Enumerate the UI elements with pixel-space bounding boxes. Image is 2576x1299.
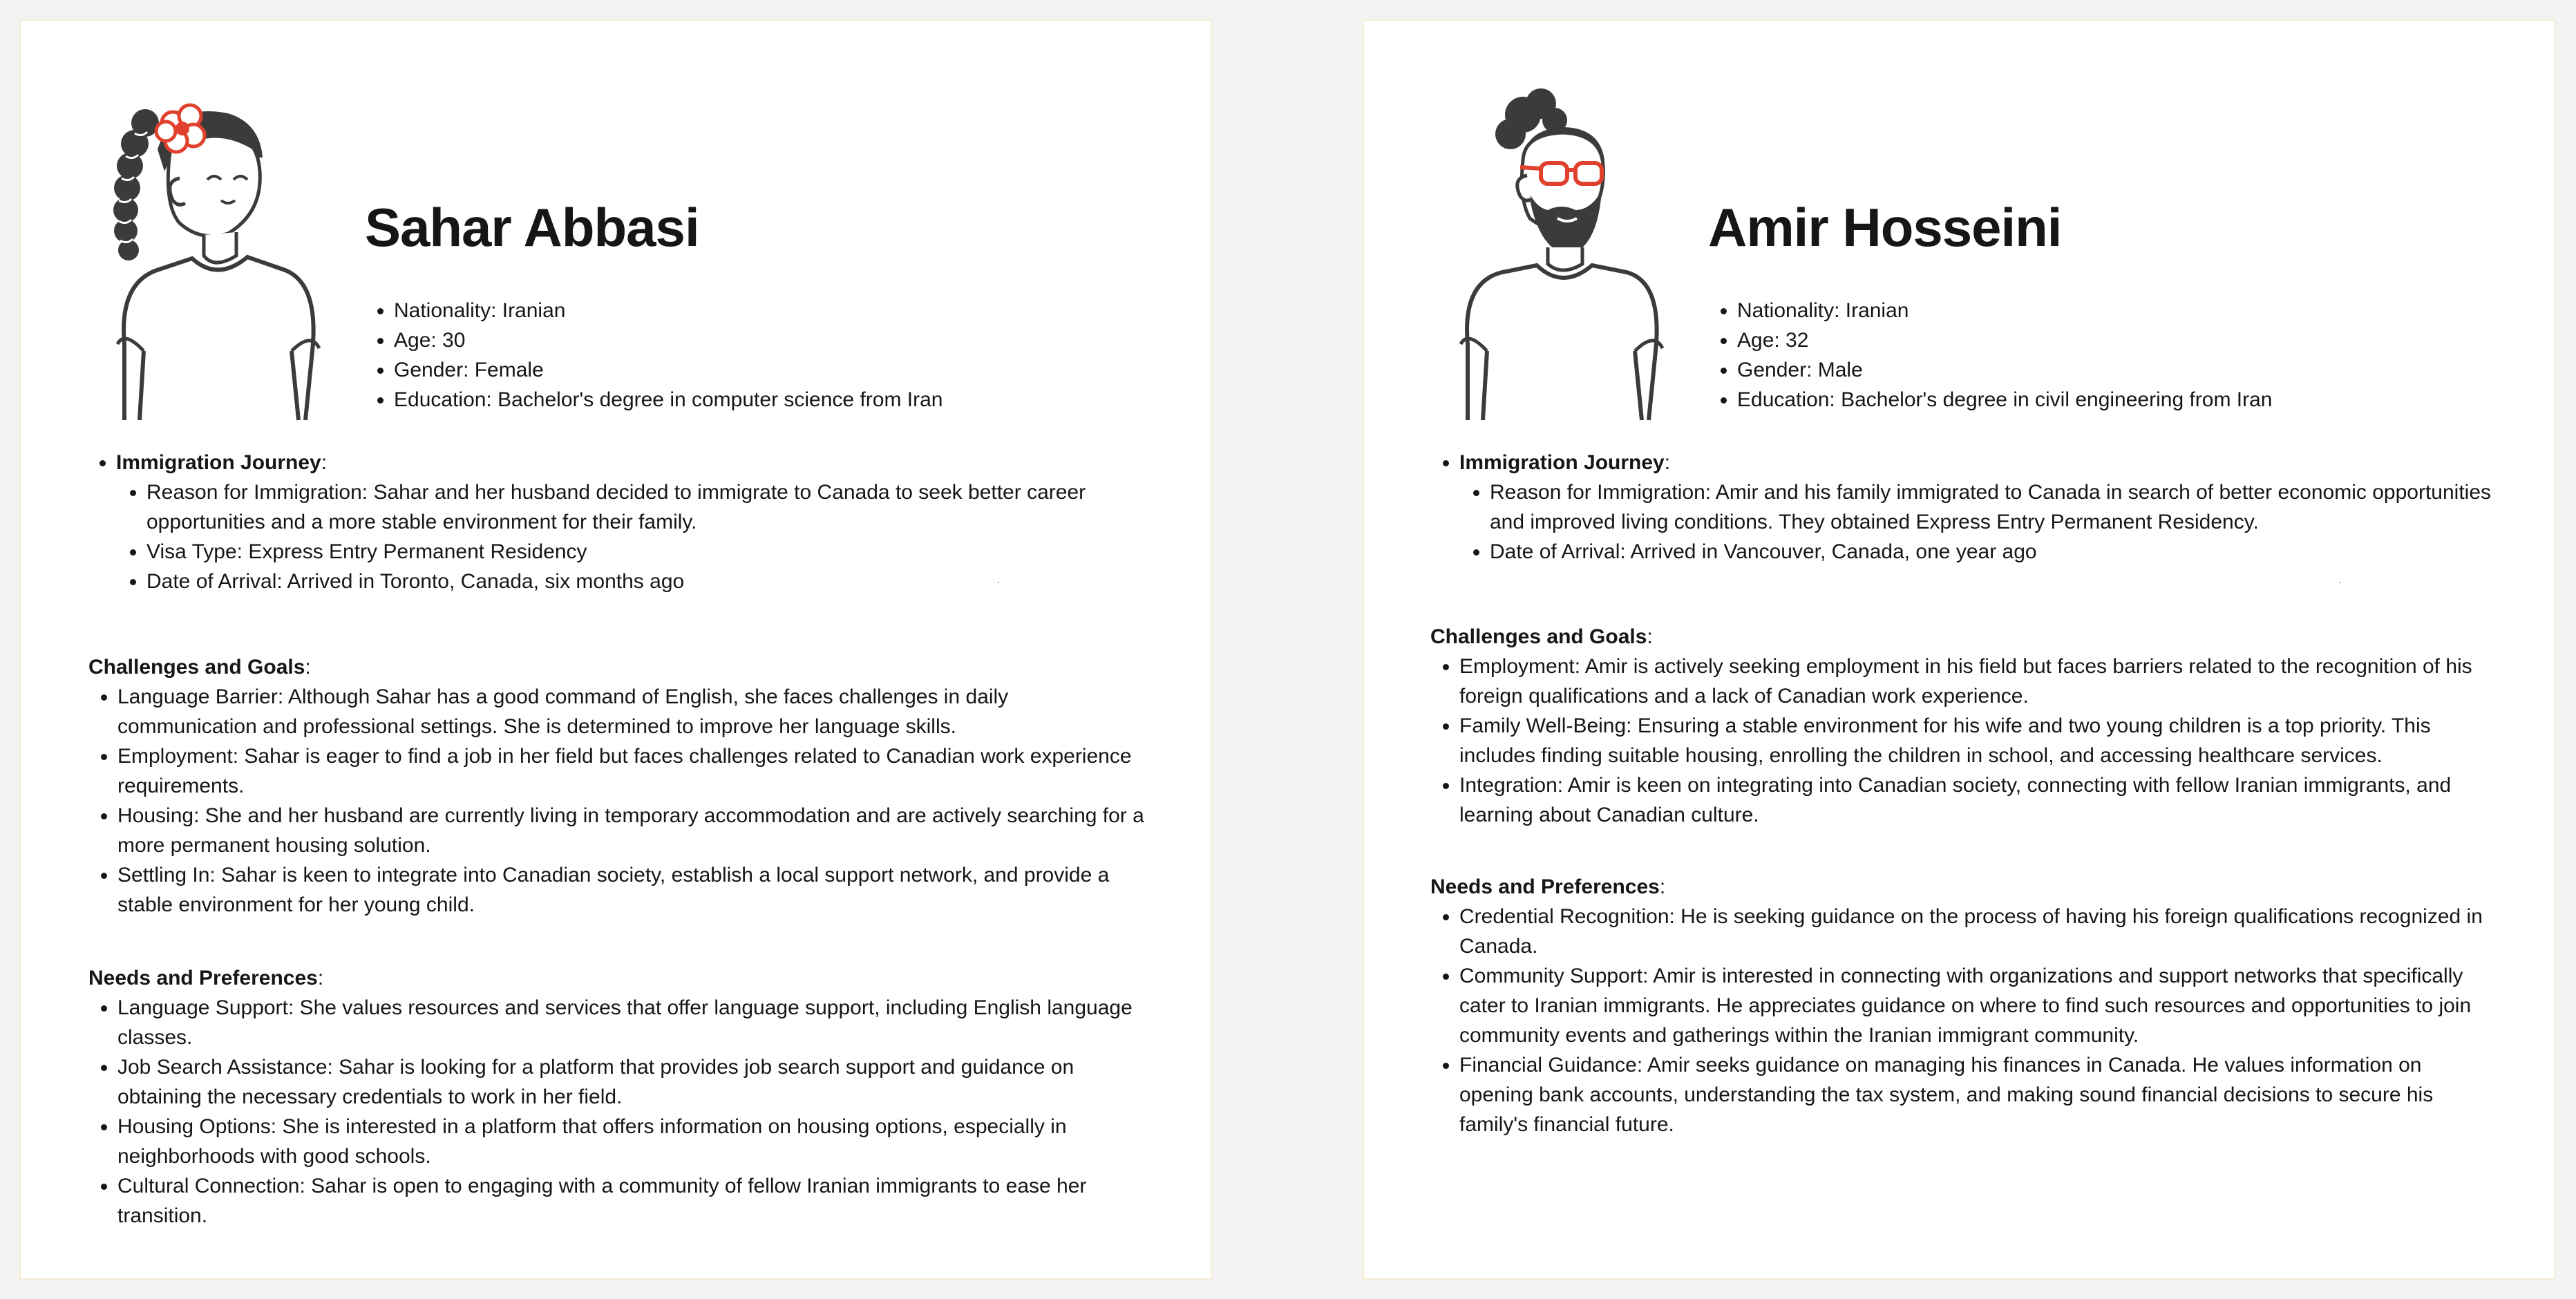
challenge-item: • Settling In: Sahar is keen to integrate into Canadian society, establish a local support network, and provide a stable environment for her young child. [117,860,1153,920]
need-item: • Community Support: Amir is interested in connecting with organizations and support networks that specifically cater to Iranian immigrants. He appreciates guidance on where to find such resources and opportunities to join community events and gatherings within the Iranian immigrant community. [1459,961,2494,1050]
challenges-title: Challenges and Goals [88,656,305,679]
journey-section: • Immigration Journey: • Reason for Immigration: Sahar and her husband decided to immigrate to Canada to seek better career opportunities and a more stable environment for their family. • Visa Type: Express Entry Permanent Residency • Date of Arrival: Arrived in Toronto, Canada, six months ago [87,448,1151,596]
journey-title: Immigration Journey [116,451,321,474]
needs-section: Needs and Preferences: • Language Support: She values resources and services that offer language support, including English language classes. • Job Search Assistance: Sahar is looking for a platform that provides job search support and guidance on obtaining the necessary credentials to work in her field. • Housing Options: She is interested in a platform that offers information on housing options, especially in neighborhoods with good schools. • Cultural Connection: Sahar is open to engaging with a community of fellow Iranian immigrants to ease her transition. [88,963,1153,1231]
needs-section: Needs and Preferences: • Credential Recognition: He is seeking guidance on the process of having his foreign qualifications recognized in Canada. • Community Support: Amir is interested in connecting with organizations and support networks that specifically cater to Iranian immigrants. He appreciates guidance on where to find such resources and opportunities to join community events and gatherings within the Iranian immigrant community. • Financial Guidance: Amir seeks guidance on managing his finances in Canada. He values information on opening bank accounts, understanding the tax system, and making sound financial decisions to secure his family's financial future. [1430,872,2494,1139]
need-item: • Job Search Assistance: Sahar is looking for a platform that provides job search support and guidance on obtaining the necessary credentials to work in her field. [117,1052,1153,1112]
challenges-section: Challenges and Goals: • Language Barrier: Although Sahar has a good command of English, she faces challenges in daily communication and professional settings. She is determined to improve her language skills. • Employment: Sahar is eager to find a job in her field but faces challenges related to Canadian work experience requirements. • Housing: She and her husband are currently living in temporary accommodation and are actively searching for a more permanent housing solution. • Settling In: Sahar is keen to integrate into Canadian society, establish a local support network, and provide a stable environment for her young child. [88,652,1153,920]
fact-education: • Education: Bachelor's degree in civil engineering from Iran [1737,385,2273,415]
persona-name: Sahar Abbasi [365,197,699,258]
fact-gender: • Gender: Female [394,355,943,385]
male-avatar-illustration [1419,75,1696,434]
challenge-item: • Employment: Amir is actively seeking employment in his field but faces barriers related to the recognition of his foreign qualifications and a lack of Canadian work experience. [1459,652,2494,711]
female-avatar-illustration [76,75,352,434]
fact-nationality: • Nationality: Iranian [1737,296,2273,325]
challenge-item: • Housing: She and her husband are currently living in temporary accommodation and are actively searching for a more permanent housing solution. [117,801,1153,860]
fact-age: • Age: 30 [394,325,943,355]
need-item: • Credential Recognition: He is seeking guidance on the process of having his foreign qualifications recognized in Canada. [1459,902,2494,961]
persona-card-amir [1363,19,2555,1280]
fact-gender: • Gender: Male [1737,355,2273,385]
need-item: • Housing Options: She is interested in a platform that offers information on housing options, especially in neighborhoods with good schools. [117,1112,1153,1171]
journey-section: • Immigration Journey: • Reason for Immigration: Amir and his family immigrated to Canada in search of better economic opportunities and improved living conditions. They obtained Express Entry Permanent Residency. • Date of Arrival: Arrived in Vancouver, Canada, one year ago [1430,448,2494,567]
fact-education: • Education: Bachelor's degree in computer science from Iran [394,385,943,415]
journey-item: • Date of Arrival: Arrived in Toronto, Canada, six months ago [146,567,1151,596]
journey-item: • Visa Type: Express Entry Permanent Residency [146,537,1151,567]
need-item: • Language Support: She values resources and services that offer language support, including English language classes. [117,993,1153,1052]
challenge-item: • Language Barrier: Although Sahar has a good command of English, she faces challenges in daily communication and professional settings. She is determined to improve her language skills. [117,682,1153,741]
journey-item: • Date of Arrival: Arrived in Vancouver, Canada, one year ago [1490,537,2494,567]
challenge-item: • Integration: Amir is keen on integrating into Canadian society, connecting with fellow Iranian immigrants, and learning about Canadian culture. [1459,770,2494,830]
challenges-title: Challenges and Goals [1430,625,1647,648]
persona-facts [365,296,943,415]
journey-title: Immigration Journey [1459,451,1665,474]
fact-age: • Age: 32 [1737,325,2273,355]
need-item: • Financial Guidance: Amir seeks guidance on managing his finances in Canada. He values information on opening bank accounts, understanding the tax system, and making sound financial decisions to secure his family's financial future. [1459,1050,2494,1139]
journey-item: • Reason for Immigration: Sahar and her husband decided to immigrate to Canada to seek better career opportunities and a more stable environment for their family. [146,477,1151,537]
persona-card-sahar [19,19,1212,1280]
challenge-item: • Family Well-Being: Ensuring a stable environment for his wife and two young children is a top priority. This includes finding suitable housing, enrolling the children in school, and accessing healthcare services. [1459,711,2494,770]
challenge-item: • Employment: Sahar is eager to find a job in her field but faces challenges related to Canadian work experience requirements. [117,741,1153,801]
need-item: • Cultural Connection: Sahar is open to engaging with a community of fellow Iranian immigrants to ease her transition. [117,1171,1153,1231]
fact-nationality: • Nationality: Iranian [394,296,943,325]
persona-facts [1708,296,2273,415]
needs-title: Needs and Preferences [1430,875,1660,898]
needs-title: Needs and Preferences [88,967,318,989]
stray-dot [998,582,999,583]
challenges-section: Challenges and Goals: • Employment: Amir is actively seeking employment in his field but faces barriers related to the recognition of his foreign qualifications and a lack of Canadian work experience. • Family Well-Being: Ensuring a stable environment for his wife and two young children is a top priority. This includes finding suitable housing, enrolling the children in school, and accessing healthcare services. • Integration: Amir is keen on integrating into Canadian society, connecting with fellow Iranian immigrants, and learning about Canadian culture. [1430,622,2494,830]
stray-dot [2340,582,2341,583]
journey-item: • Reason for Immigration: Amir and his family immigrated to Canada in search of better economic opportunities and improved living conditions. They obtained Express Entry Permanent Residency. [1490,477,2494,537]
persona-name: Amir Hosseini [1708,197,2062,258]
